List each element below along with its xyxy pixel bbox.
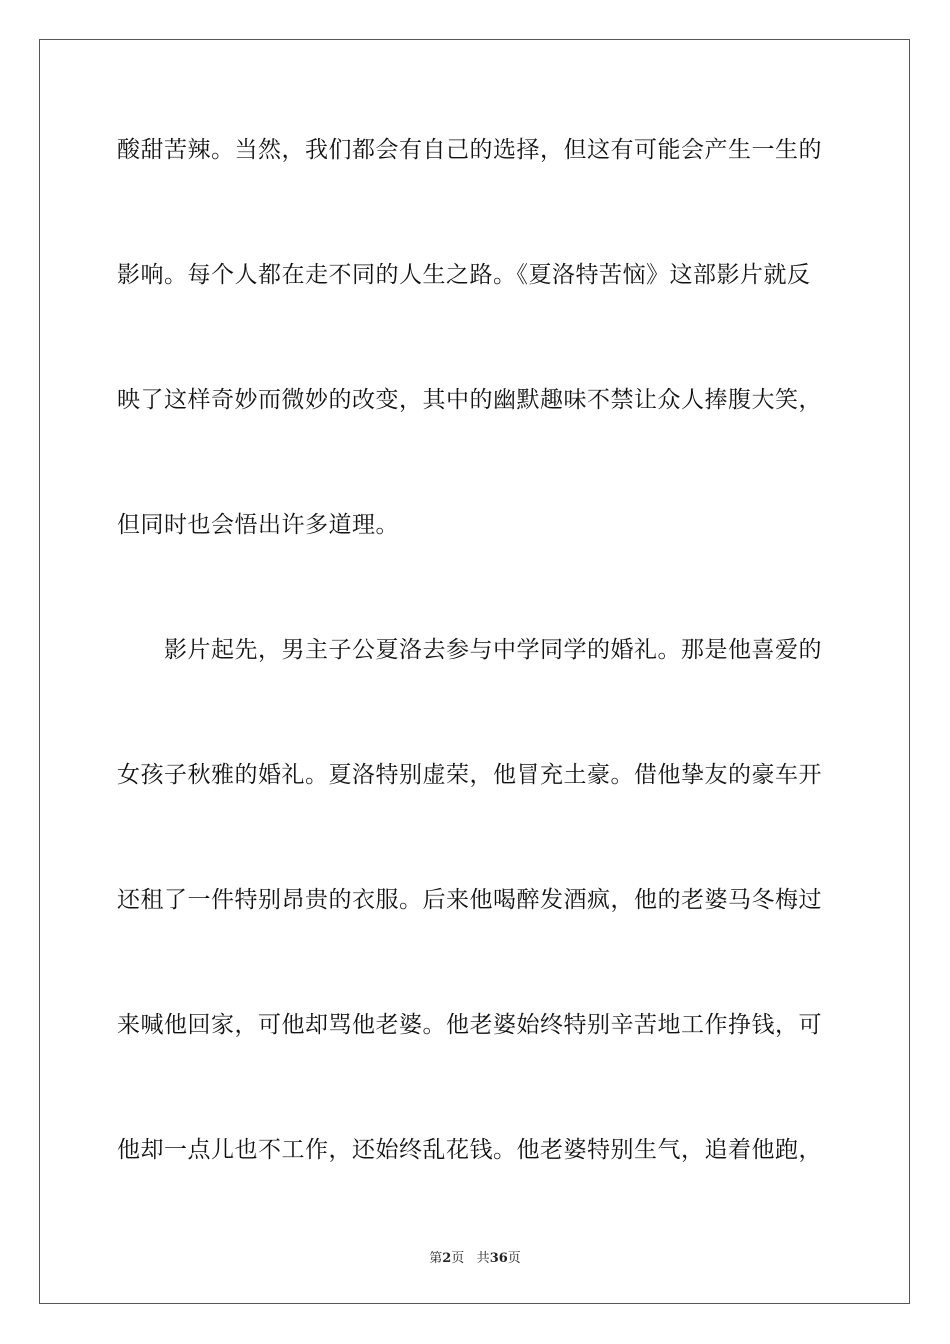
text-line-1: 酸甜苦辣。当然，我们都会有自己的选择，但这有可能会产生一生的: [117, 137, 822, 163]
text-line-3: 映了这样奇妙而微妙的改变，其中的幽默趣味不禁让众人捧腹大笑，: [117, 387, 822, 413]
total-prefix: 共: [476, 1251, 490, 1266]
text-line-4: 但同时也会悟出许多道理。: [117, 512, 399, 538]
text-line-7: 还租了一件特别昂贵的衣服。后来他喝醉发酒疯，他的老婆马冬梅过: [117, 887, 822, 913]
text-line-6: 女孩子秋雅的婚礼。夏洛特别虚荣，他冒充土豪。借他挚友的豪车开: [117, 762, 822, 788]
text-line-2: 影响。每个人都在走不同的人生之路。《夏洛特苦恼》这部影片就反: [117, 262, 811, 288]
text-line-9: 他却一点儿也不工作，还始终乱花钱。他老婆特别生气，追着他跑，: [117, 1137, 822, 1163]
total-suffix: 页: [507, 1251, 521, 1266]
document-body: [117, 120, 833, 1245]
text-line-5: 影片起先，男主子公夏洛去参与中学同学的婚礼。那是他喜爱的: [164, 637, 822, 663]
page-suffix: 页: [451, 1251, 465, 1266]
text-line-8: 来喊他回家，可他却骂他老婆。他老婆始终特别辛苦地工作挣钱，可: [117, 1012, 822, 1038]
total-pages: 36: [489, 1251, 508, 1266]
page-number: 2: [442, 1251, 452, 1266]
page-footer: [0, 1247, 950, 1266]
page-prefix: 第: [429, 1251, 443, 1266]
